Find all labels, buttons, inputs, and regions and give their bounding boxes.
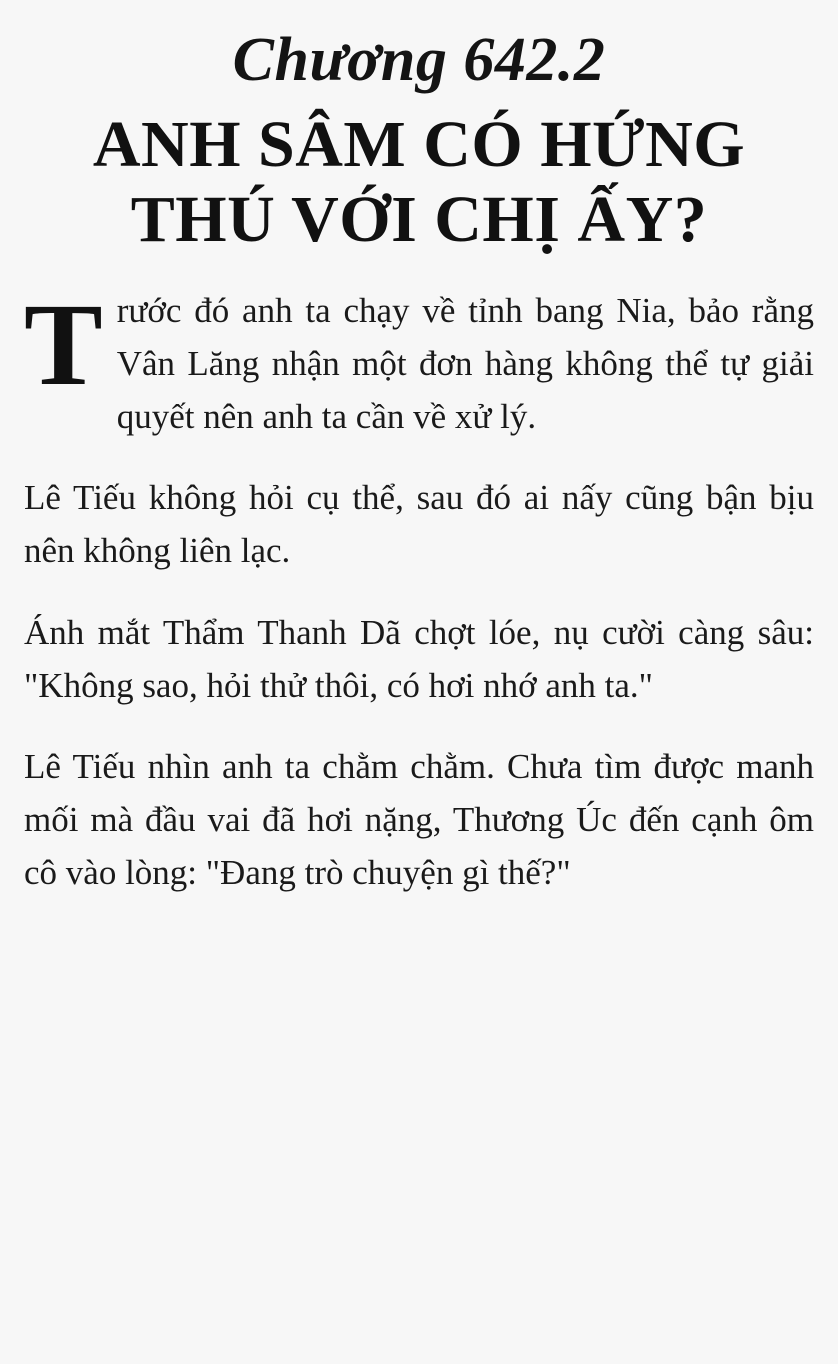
- paragraph: Lê Tiếu không hỏi cụ thể, sau đó ai nấy cũng bận bịu nên không liên lạc.: [24, 478, 814, 571]
- chapter-title: ANH SÂM CÓ HỨNG THÚ VỚI CHỊ ẤY?: [92, 108, 746, 257]
- paragraph: Ánh mắt Thẩm Thanh Dã chợt lóe, nụ cười càng sâu: "Không sao, hỏi thử thôi, có hơi nhớ anh ta.": [24, 612, 814, 705]
- chapter-number: Chương 642.2: [232, 26, 606, 94]
- paragraph: Trước đó anh ta chạy về tỉnh bang Nia, bảo rằng Vân Lăng nhận một đơn hàng không thể tự giải quyết nên anh ta cần về xử lý.: [24, 278, 814, 436]
- paragraph: Lê Tiếu nhìn anh ta chằm chằm. Chưa tìm được manh mối mà đầu vai đã hơi nặng, Thương Úc đến cạnh ôm cô vào lòng: "Đang trò chuyện gì thế?": [24, 746, 814, 893]
- chapter-body: [24, 278, 814, 900]
